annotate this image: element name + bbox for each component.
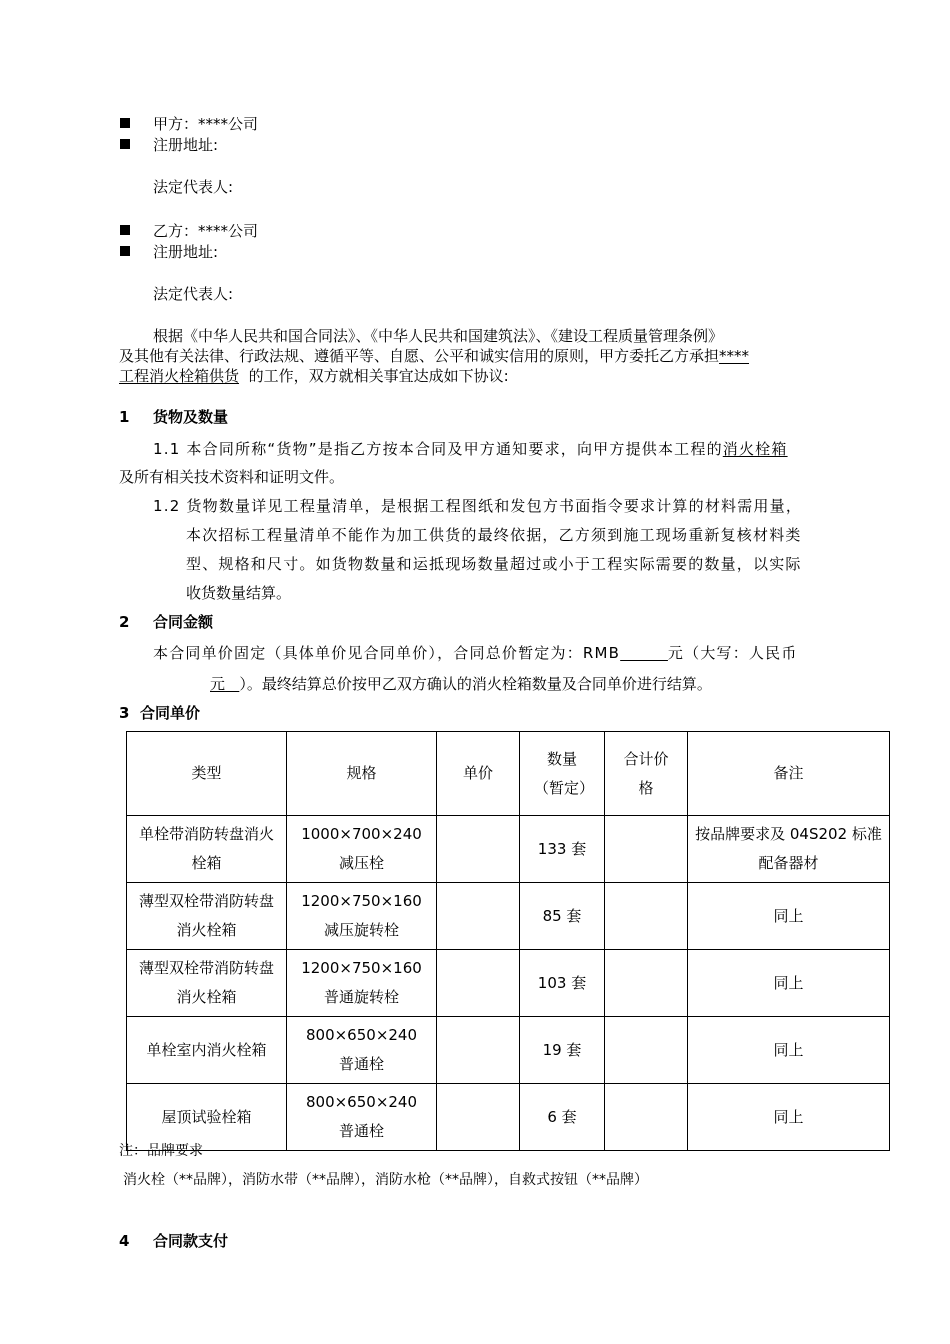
spec-desc: 普通栓 xyxy=(338,1122,384,1140)
section-4-title: 合同款支付 xyxy=(153,1232,229,1250)
intro-line-2 xyxy=(119,346,749,366)
table-row xyxy=(127,1017,890,1084)
party-b-name: 乙方：****公司 xyxy=(153,222,259,240)
cell-total xyxy=(605,1017,688,1084)
section-1-number: 1 xyxy=(119,408,130,426)
cell-qty: 19 套 xyxy=(520,1017,605,1084)
cell-type: 单栓室内消火栓箱 xyxy=(127,1017,287,1084)
s1-p2-line-1: 1.2 货物数量详见工程量清单，是根据工程图纸和发包方书面指令要求计算的材料需用量， xyxy=(153,497,803,515)
bullet-square-icon xyxy=(120,225,130,235)
cell-qty: 103 套 xyxy=(520,950,605,1017)
note-brands: 消火栓（**品牌），消防水带（**品牌），消防水枪（**品牌），自救式按钮（**品牌） xyxy=(123,1172,648,1188)
s2-line-1-suffix: 元（大写：人民币 xyxy=(667,644,798,662)
header-spec: 规格 xyxy=(287,732,437,816)
s2-line-2-text: ）。最终结算总价按甲乙双方确认的消火栓箱数量及合同单价进行结算。 xyxy=(239,675,712,693)
section-2-title: 合同金额 xyxy=(153,613,214,631)
header-remark: 备注 xyxy=(688,732,890,816)
s2-amount-blank xyxy=(620,644,668,662)
intro-line-3 xyxy=(119,366,509,386)
section-1-title: 货物及数量 xyxy=(153,408,229,426)
cell-total xyxy=(605,950,688,1017)
unit-price-table xyxy=(126,731,890,1151)
spec-dim: 1200×750×160 xyxy=(301,892,422,910)
cell-spec xyxy=(287,1017,437,1084)
party-a-name: 甲方：****公司 xyxy=(153,115,259,133)
table-row xyxy=(127,950,890,1017)
section-3-number: 3 xyxy=(119,704,130,722)
bullet-square-icon xyxy=(120,246,130,256)
s2-line-1 xyxy=(153,643,798,663)
spec-desc: 普通栓 xyxy=(338,1055,384,1073)
cell-spec xyxy=(287,950,437,1017)
cell-remark: 同上 xyxy=(688,1084,890,1151)
note-label: 注：品牌要求 xyxy=(119,1143,203,1159)
cell-spec xyxy=(287,1084,437,1151)
s1-p2-line-4: 收货数量结算。 xyxy=(186,584,292,602)
header-qty: 数量（暂定） xyxy=(520,732,605,816)
cell-remark: 同上 xyxy=(688,950,890,1017)
table-header-row xyxy=(127,732,890,816)
cell-remark: 按品牌要求及 04S202 标准配备器材 xyxy=(688,816,890,883)
s2-amount-words-blank xyxy=(210,675,239,693)
table-row xyxy=(127,1084,890,1151)
intro-project-name: **** xyxy=(719,347,750,365)
s1-p1-line-2: 及所有相关技术资料和证明文件。 xyxy=(119,468,345,486)
header-unit-price: 单价 xyxy=(437,732,520,816)
cell-unit-price xyxy=(437,816,520,883)
spec-desc: 普通旋转栓 xyxy=(323,988,399,1006)
cell-type: 单栓带消防转盘消火栓箱 xyxy=(127,816,287,883)
spec-dim: 800×650×240 xyxy=(305,1093,418,1111)
intro-line-3-text: 的工作，双方就相关事宜达成如下协议: xyxy=(248,367,509,385)
cell-spec xyxy=(287,883,437,950)
party-b-address: 注册地址: xyxy=(153,243,219,261)
s1-p2-line-3: 型、规格和尺寸。如货物数量和运抵现场数量超过或小于工程实际需要的数量，以实际 xyxy=(186,555,802,573)
cell-qty: 6 套 xyxy=(520,1084,605,1151)
section-2-number: 2 xyxy=(119,613,130,631)
cell-type: 薄型双栓带消防转盘消火栓箱 xyxy=(127,950,287,1017)
cell-unit-price xyxy=(437,950,520,1017)
s1-p1-text: 1.1 本合同所称“货物”是指乙方按本合同及甲方通知要求，向甲方提供本工程的 xyxy=(153,440,723,458)
s1-p1-line-1 xyxy=(153,439,788,459)
spec-dim: 1200×750×160 xyxy=(301,959,422,977)
header-total: 合计价格 xyxy=(605,732,688,816)
cell-remark: 同上 xyxy=(688,1017,890,1084)
s2-yuan: 元 xyxy=(210,675,226,693)
cell-spec xyxy=(287,816,437,883)
cell-remark: 同上 xyxy=(688,883,890,950)
header-type: 类型 xyxy=(127,732,287,816)
cell-total xyxy=(605,883,688,950)
s2-line-2 xyxy=(210,674,712,694)
intro-scope: 工程消火栓箱供货 xyxy=(119,367,240,385)
s1-product-name: 消火栓箱 xyxy=(722,440,788,458)
table-row xyxy=(127,816,890,883)
intro-line-2-text: 及其他有关法律、行政法规、遵循平等、自愿、公平和诚实信用的原则，甲方委托乙方承担 xyxy=(119,347,720,365)
intro-line-1: 根据《中华人民共和国合同法》、《中华人民共和国建筑法》、《建设工程质量管理条例》 xyxy=(153,327,724,345)
spec-desc: 减压栓 xyxy=(338,854,384,872)
party-b-rep: 法定代表人: xyxy=(153,285,234,303)
section-3-title: 合同单价 xyxy=(140,704,201,722)
cell-unit-price xyxy=(437,1017,520,1084)
cell-unit-price xyxy=(437,883,520,950)
cell-qty: 133 套 xyxy=(520,816,605,883)
section-4-number: 4 xyxy=(119,1232,130,1250)
spec-dim: 1000×700×240 xyxy=(301,825,422,843)
party-a-rep: 法定代表人: xyxy=(153,178,234,196)
s2-line-1-text: 本合同单价固定（具体单价见合同单价），合同总价暂定为：RMB xyxy=(153,644,621,662)
cell-total xyxy=(605,1084,688,1151)
cell-type: 薄型双栓带消防转盘消火栓箱 xyxy=(127,883,287,950)
party-a-address: 注册地址: xyxy=(153,136,219,154)
spec-dim: 800×650×240 xyxy=(305,1026,418,1044)
bullet-square-icon xyxy=(120,139,130,149)
bullet-square-icon xyxy=(120,118,130,128)
cell-type: 屋顶试验栓箱 xyxy=(127,1084,287,1151)
cell-unit-price xyxy=(437,1084,520,1151)
s1-p2-line-2: 本次招标工程量清单不能作为加工供货的最终依据，乙方须到施工现场重新复核材料类 xyxy=(186,526,802,544)
table-row xyxy=(127,883,890,950)
cell-total xyxy=(605,816,688,883)
spec-desc: 减压旋转栓 xyxy=(323,921,399,939)
cell-qty: 85 套 xyxy=(520,883,605,950)
